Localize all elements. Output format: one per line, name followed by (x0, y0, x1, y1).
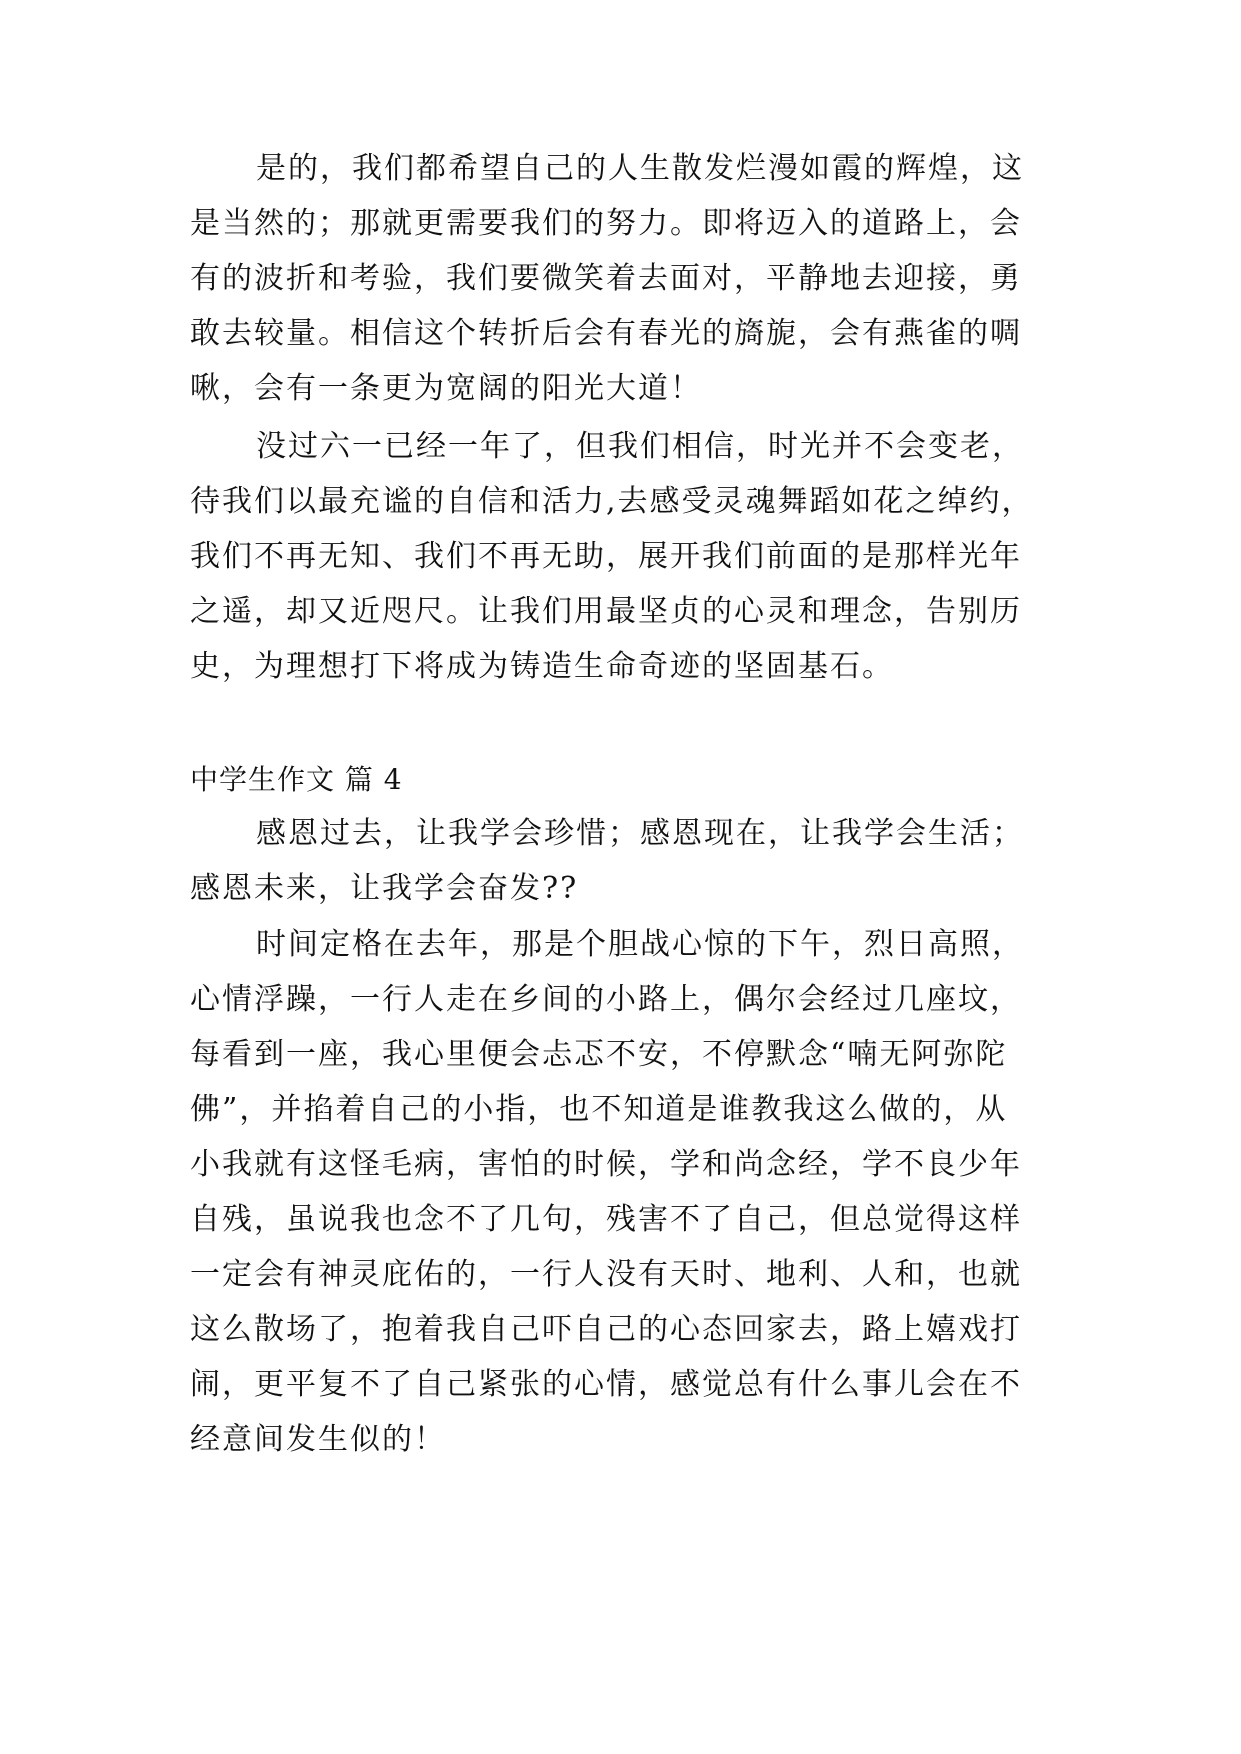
paragraph-2-line-5: 史，为理想打下将成为铸造生命奇迹的坚固基石。 (190, 649, 894, 684)
section-paragraph-2-line-2: 心情浮躁，一行人走在乡间的小路上，偶尔会经过几座坟， (190, 982, 1022, 1017)
section-paragraph-2-line-5: 小我就有这怪毛病，害怕的时候，学和尚念经，学不良少年 (190, 1147, 1022, 1182)
section-paragraph-2-line-9: 闹，更平复不了自己紧张的心情，感觉总有什么事儿会在不 (190, 1367, 1022, 1402)
paragraph-2-line-3: 我们不再无知、我们不再无助，展开我们前面的是那样光年 (190, 539, 1022, 574)
section-paragraph-1-line-2: 感恩未来，让我学会奋发?? (190, 871, 579, 906)
paragraph-1-line-5: 啾，会有一条更为宽阔的阳光大道！ (190, 371, 702, 406)
section-paragraph-2-line-6: 自残，虽说我也念不了几句，残害不了自己，但总觉得这样 (190, 1202, 1022, 1237)
paragraph-2-line-4: 之遥，却又近咫尺。让我们用最坚贞的心灵和理念，告别历 (190, 594, 1022, 629)
section-paragraph-2-line-1: 时间定格在去年，那是个胆战心惊的下午，烈日高照， (256, 927, 1024, 962)
section-paragraph-2-line-7: 一定会有神灵庇佑的，一行人没有天时、地利、人和，也就 (190, 1257, 1022, 1292)
section-paragraph-2-line-4: 佛”，并掐着自己的小指，也不知道是谁教我这么做的，从 (190, 1092, 1008, 1127)
paragraph-2-line-1: 没过六一已经一年了，但我们相信，时光并不会变老， (256, 429, 1024, 464)
paragraph-1-line-1: 是的，我们都希望自己的人生散发烂漫如霞的辉煌，这 (256, 151, 1024, 186)
section-paragraph-1-line-1: 感恩过去，让我学会珍惜；感恩现在，让我学会生活； (256, 816, 1024, 851)
paragraph-1-line-3: 有的波折和考验，我们要微笑着去面对，平静地去迎接，勇 (190, 261, 1022, 296)
paragraph-1-line-2: 是当然的；那就更需要我们的努力。即将迈入的道路上，会 (190, 206, 1022, 241)
section-heading: 中学生作文 篇 4 (190, 763, 403, 796)
paragraph-2-line-2: 待我们以最充谧的自信和活力,去感受灵魂舞蹈如花之绰约， (190, 484, 1034, 519)
section-paragraph-2-line-3: 每看到一座，我心里便会忐忑不安，不停默念“喃无阿弥陀 (190, 1037, 1008, 1072)
section-paragraph-2-line-8: 这么散场了，抱着我自己吓自己的心态回家去，路上嬉戏打 (190, 1312, 1022, 1347)
paragraph-1-line-4: 敢去较量。相信这个转折后会有春光的旖旎，会有燕雀的啁 (190, 316, 1022, 351)
section-paragraph-2-line-10: 经意间发生似的！ (190, 1422, 446, 1457)
